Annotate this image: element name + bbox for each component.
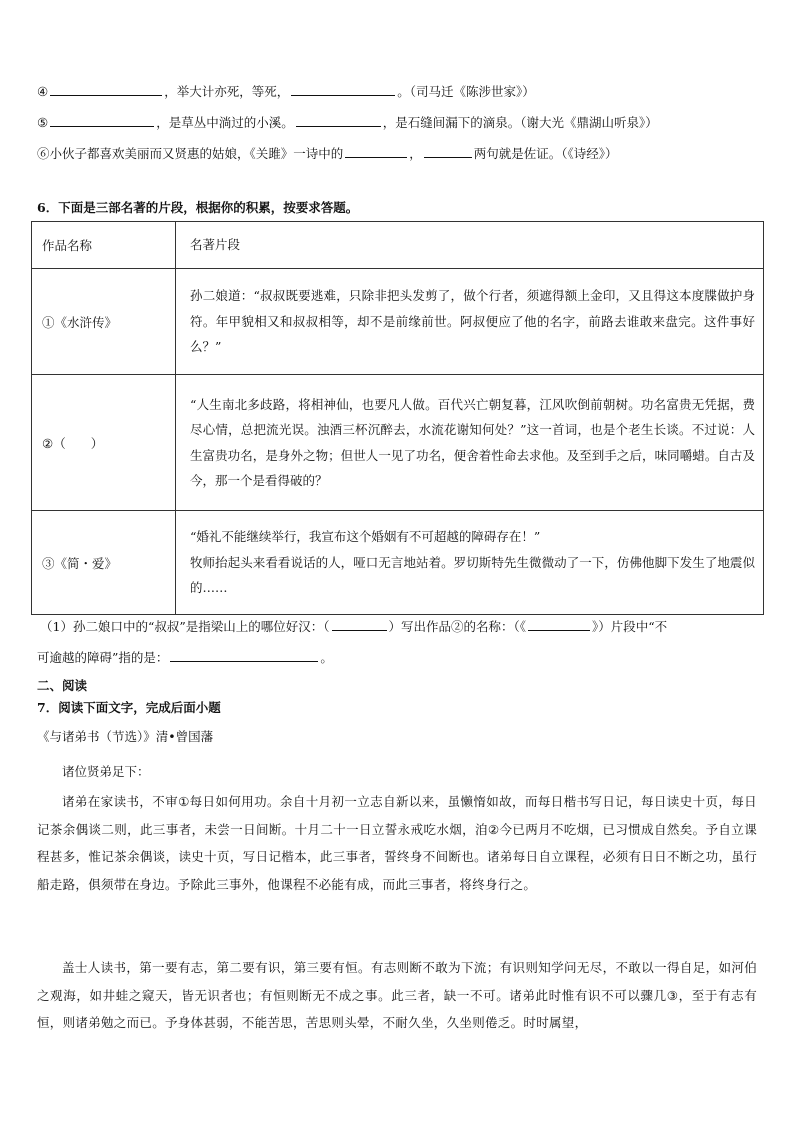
passage-paragraph-2: 盖士人读书，第一要有志，第二要有识，第三要有恒。有志则断不敢为下流；有识则知学问无尽，不敢以一得自足，如河伯之观海，如井蛙之窥天，皆无识者也；有恒则断无不成之事。此三者，缺一不可。诸弟此时惟有识不可以骤几③，至于有志有恒，则诸弟勉之而已。予身体甚弱，不能苦思，苦思则头晕，不耐久坐，久坐则倦乏。时时属望，: [37, 960, 757, 1030]
header-excerpt: 名著片段: [176, 222, 764, 269]
answer-blank[interactable]: [296, 113, 381, 127]
passage-paragraph-1: 诸弟在家读书，不审①每日如何用功。余自十月初一立志自新以来，虽懒惰如故，而每日楷书写日记，每日读史十页，每日记茶余偶谈二则，此三事者，未尝一日间断。十月二十一日立誓永戒吃水烟，洎②今已两月不吃烟，已习惯成自然矣。予自立课程甚多，惟记茶余偶谈，读史十页，写日记楷本，此三事者，誓终身不间断也。诸弟每日自立课程，必须有日日不断之功，虽行船走路，俱须带在身边。予除此三事外，他课程不必能有成，而此三事者，将终身行之。: [37, 794, 757, 892]
question-6-sub1: （1）孙二娘口中的“叔叔”是指梁山上的哪位好汉：（ ）写出作品②的名称：（《 》）片段中“不: [40, 619, 668, 634]
excerpt: [176, 511, 764, 615]
question-6-sub1-cont: 可逾越的障碍”指的是： 。: [37, 650, 333, 665]
fill-line-6: ⑥小伙子都喜欢美丽而又贤惠的姑娘，《关雎》一诗中的 ， 两句就是佐证。（《诗经》）: [37, 146, 618, 161]
table-row: [32, 511, 764, 615]
answer-blank[interactable]: [528, 617, 590, 631]
table-header-row: [32, 222, 764, 269]
answer-blank[interactable]: [345, 144, 407, 158]
table-row: [32, 269, 764, 375]
excerpt-line: “婚礼不能继续举行，我宣布这个婚姻有不可超越的障碍存在！”: [190, 529, 541, 545]
passage-salutation: 诸位贤弟足下：: [62, 764, 150, 779]
answer-blank[interactable]: [50, 82, 162, 96]
question-7-title: 7．阅读下面文字，完成后面小题: [37, 700, 221, 715]
header-work-name: 作品名称: [32, 222, 176, 269]
work-name: ②（ ）: [32, 375, 176, 511]
passage-source: 《与诸弟书（节选）》清•曾国藩: [37, 729, 214, 744]
excerpt-line: 牧师抬起头来看看说话的人，哑口无言地站着。罗切斯特先生微微动了一下，仿佛他脚下发生了地震似的……: [190, 554, 755, 596]
section-heading: 二、阅读: [37, 678, 88, 693]
answer-blank[interactable]: [291, 82, 395, 96]
table-row: [32, 375, 764, 511]
answer-blank[interactable]: [424, 144, 472, 158]
question-6-title: 6．下面是三部名著的片段，根据你的积累，按要求答题。: [37, 200, 359, 215]
fill-line-4: ④ ，举大计亦死，等死， 。（司马迁《陈涉世家》）: [37, 84, 535, 99]
answer-blank[interactable]: [50, 113, 154, 127]
works-table: [31, 221, 764, 615]
work-name: ①《水浒传》: [32, 269, 176, 375]
answer-blank[interactable]: [170, 648, 318, 662]
fill-line-5: ⑤ ，是草丛中淌过的小溪。 ，是石缝间漏下的滴泉。（谢大光《鼎湖山听泉》）: [37, 115, 658, 130]
excerpt: “人生南北多歧路，将相神仙，也要凡人做。百代兴亡朝复暮，江风吹倒前朝树。功名富贵无凭据，费尽心情，总把流光误。浊酒三杯沉醉去，水流花谢知何处？”这一首词，也是个老生长谈。不过说：人生富贵功名，是身外之物；但世人一见了功名，便舍着性命去求他。及至到手之后，味同嚼蜡。自古及今，那一个是看得破的？: [176, 375, 764, 511]
work-name: ③《简・爱》: [32, 511, 176, 615]
excerpt: 孙二娘道：“叔叔既要逃难，只除非把头发剪了，做个行者，须遮得额上金印，又且得这本度牒做护身符。年甲貌相又和叔叔相等，却不是前缘前世。阿叔便应了他的名字，前路去谁敢来盘完。这件事好么？”: [176, 269, 764, 375]
answer-blank[interactable]: [332, 617, 387, 631]
